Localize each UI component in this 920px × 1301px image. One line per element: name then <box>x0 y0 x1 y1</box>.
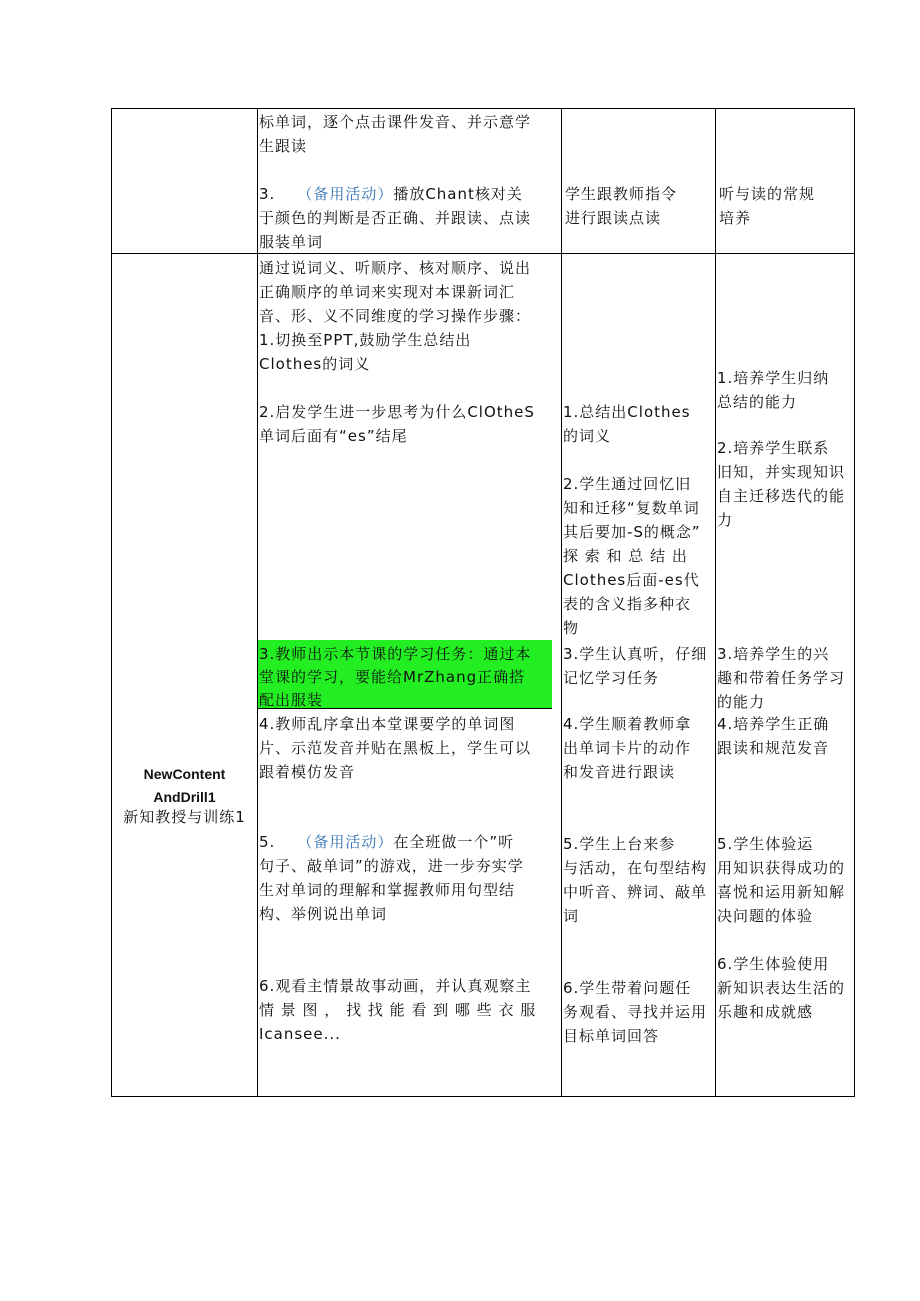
col3-b-line3: 其后要加-S的概念” <box>563 523 701 541</box>
col4-e-line2: 用知识获得成功的 <box>717 859 846 877</box>
row1-col2-line1: 标单词，逐个点击课件发音、并示意学 <box>259 113 532 131</box>
col4-e-line1: 5.学生体验运 <box>717 835 814 853</box>
col3-d-line2: 出单词卡片的动作 <box>563 739 692 757</box>
col4-a-line1: 1.培养学生归纳 <box>717 369 830 387</box>
col2-step4-line1: 4.教师乱序拿出本堂课要学的单词图 <box>259 715 516 733</box>
table-border-left <box>111 108 112 1097</box>
col3-e-line4: 词 <box>563 907 580 925</box>
col2-step6-line2: 情 景 图 ， 找 找 能 看 到 哪 些 衣 服 <box>259 1001 537 1019</box>
col4-d-line1: 4.培养学生正确 <box>717 715 830 733</box>
row-divider <box>111 253 855 254</box>
row1-col3-line2: 进行跟读点读 <box>565 209 662 227</box>
step5-backup-tag: （备用活动） <box>297 833 394 851</box>
col2-step5-line1 <box>259 830 514 854</box>
col3-a-line1: 1.总结出Clothes <box>563 403 691 421</box>
item3-backup-tag: （备用活动） <box>297 185 394 203</box>
col4-b-line4: 力 <box>717 511 734 529</box>
col2-step4-line2: 片、示范发音并贴在黑板上，学生可以 <box>259 739 532 757</box>
col3-d-line3: 和发音进行跟读 <box>563 763 676 781</box>
section-title-cn: 新知教授与训练1 <box>123 808 246 826</box>
col4-c-line3: 的能力 <box>717 693 766 711</box>
row1-col4-line1: 听与读的常规 <box>719 185 816 203</box>
col3-e-line2: 与活动，在句型结构 <box>563 859 708 877</box>
col4-a-line2: 总结的能力 <box>717 393 798 411</box>
col4-f-line1: 6.学生体验使用 <box>717 955 830 973</box>
col3-d-line1: 4.学生顺着教师拿 <box>563 715 692 733</box>
table-border-right <box>854 108 855 1097</box>
col3-b-line4: 探 索 和 总 结 出 <box>563 547 688 565</box>
col3-b-line7: 物 <box>563 619 580 637</box>
column-divider-3 <box>715 108 716 1097</box>
col3-c-line1: 3.学生认真听，仔细 <box>563 645 708 663</box>
section-title-en-1: NewContent <box>143 766 226 782</box>
col4-c-line1: 3.培养学生的兴 <box>717 645 830 663</box>
col2-step5-line3: 生对单词的理解和掌握教师用句型结 <box>259 881 516 899</box>
item3-text: 播放Chant核对关 <box>393 185 523 203</box>
col2-step3-line3: 配出服装 <box>259 691 324 709</box>
col4-e-line4: 决问题的体验 <box>717 907 814 925</box>
row1-col2-line2: 生跟读 <box>259 137 308 155</box>
col3-e-line3: 中听音、辨词、敲单 <box>563 883 708 901</box>
col4-f-line2: 新知识表达生活的 <box>717 979 846 997</box>
col2-intro-line1: 通过说词义、听顺序、核对顺序、说出 <box>259 259 532 277</box>
col2-step4-line3: 跟着模仿发音 <box>259 763 356 781</box>
col2-step1-line2: Clothes的词义 <box>259 355 371 373</box>
col3-f-line2: 务观看、寻找并运用 <box>563 1003 708 1021</box>
col3-a-line2: 的词义 <box>563 427 612 445</box>
col2-intro-line3: 音、形、义不同维度的学习操作步骤： <box>259 307 532 325</box>
column-divider-1 <box>257 108 258 1097</box>
col4-b-line3: 自主迁移迭代的能 <box>717 487 846 505</box>
col2-step3-line2: 堂课的学习，要能给MrZhang正确搭 <box>259 668 526 686</box>
step5-text: 在全班做一个”听 <box>393 833 515 851</box>
section-title-en-2: AndDrill1 <box>153 789 216 805</box>
col2-step2-line2: 单词后面有“es”结尾 <box>259 427 408 445</box>
col2-step2-line1: 2.启发学生进一步思考为什么ClOtheS <box>259 403 535 421</box>
item3-number: 3. <box>259 185 276 203</box>
row1-col2-item3 <box>259 182 523 206</box>
column-divider-2 <box>561 108 562 1097</box>
col4-d-line2: 跟读和规范发音 <box>717 739 830 757</box>
col2-step5-line2: 句子、敲单词”的游戏，进一步夯实学 <box>259 857 524 875</box>
col3-b-line6: 表的含义指多种衣 <box>563 595 692 613</box>
col2-step6-line1: 6.观看主情景故事动画，并认真观察主 <box>259 977 532 995</box>
col2-step5-line4: 构、举例说出单词 <box>259 905 388 923</box>
col3-e-line1: 5.学生上台来参 <box>563 835 676 853</box>
col3-b-line2: 知和迁移“复数单词 <box>563 499 700 517</box>
col4-b-line2: 旧知，并实现知识 <box>717 463 846 481</box>
step5-number: 5. <box>259 833 276 851</box>
col2-step3-line1: 3.教师出示本节课的学习任务：通过本 <box>259 645 532 663</box>
row1-col4-line2: 培养 <box>719 209 752 227</box>
col3-c-line2: 记忆学习任务 <box>563 669 660 687</box>
col2-intro-line2: 正确顺序的单词来实现对本课新词汇 <box>259 283 516 301</box>
row1-col2-item3-line2: 于颜色的判断是否正确、并跟读、点读 <box>259 209 532 227</box>
col2-step1-line1: 1.切换至PPT,鼓励学生总结出 <box>259 331 472 349</box>
col4-e-line3: 喜悦和运用新知解 <box>717 883 846 901</box>
col3-b-line5: Clothes后面-es代 <box>563 571 700 589</box>
col2-step6-line3: Icansee... <box>259 1025 341 1043</box>
col3-f-line3: 目标单词回答 <box>563 1027 660 1045</box>
table-border-top <box>111 108 855 109</box>
row1-col3-line1: 学生跟教师指令 <box>565 185 678 203</box>
row1-col2-item3-line3: 服装单词 <box>259 233 324 251</box>
col4-b-line1: 2.培养学生联系 <box>717 439 830 457</box>
col3-f-line1: 6.学生带着问题任 <box>563 979 692 997</box>
col4-c-line2: 趣和带着任务学习 <box>717 669 846 687</box>
col3-b-line1: 2.学生通过回忆旧 <box>563 475 692 493</box>
table-border-bottom <box>111 1096 855 1097</box>
col4-f-line3: 乐趣和成就感 <box>717 1003 814 1021</box>
